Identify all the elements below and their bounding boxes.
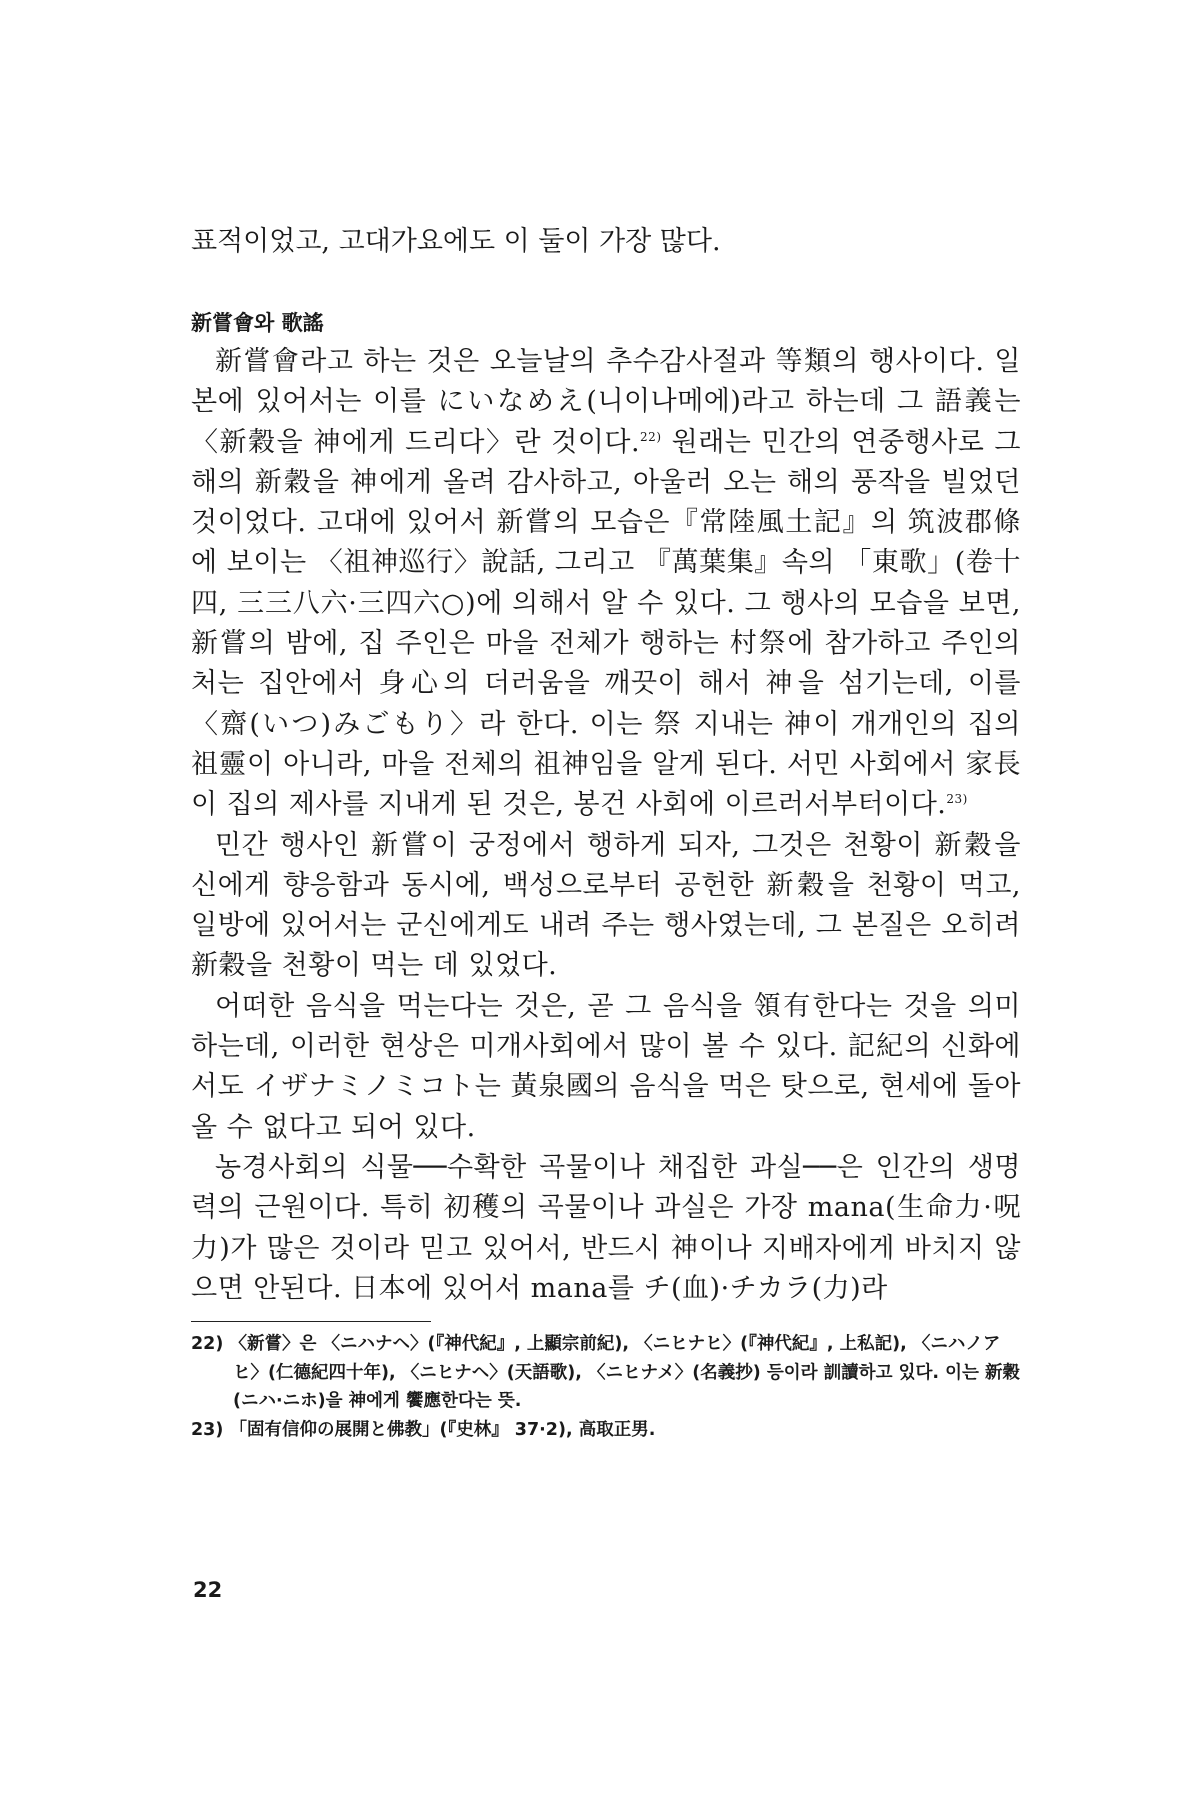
footnote-divider — [191, 1321, 431, 1322]
continued-line: 표적이었고, 고대가요에도 이 둘이 가장 많다. — [191, 226, 721, 257]
footnote-22: 22) 〈新嘗〉은 〈ニハナヘ〉(『神代紀』, 上顯宗前紀), 〈ニヒナヒ〉(『神代紀』, 上私記), 〈ニハノアヒ〉(仁德紀四十年), 〈ニヒナヘ〉(天語歌), 〈ニヒナメ〉(名義抄) 등이라 訓讀하고 있다. 이는 新穀(ニハ·ニホ)을 神에게 饗應한다는 뜻. — [191, 1334, 1021, 1412]
paragraph-3: 어떠한 음식을 먹는다는 것은, 곧 그 음식을 領有한다는 것을 의미하는데, 이러한 현상은 미개사회에서 많이 볼 수 있다. 記紀의 신화에서도 イザナミノミコト는 黃泉國의 음식을 먹은 탓으로, 현세에 돌아올 수 없다고 되어 있다. — [191, 990, 1021, 1143]
footnote-ref-22: 22) — [640, 429, 662, 444]
footnote-23: 23) 「固有信仰の展開と佛教」(『史林』 37·2), 高取正男. — [191, 1419, 656, 1440]
page-number: 22 — [193, 1578, 223, 1602]
section-heading: 新嘗會와 歌謠 — [191, 311, 324, 335]
footnote-ref-23: 23) — [946, 792, 968, 807]
paragraph-4: 농경사회의 식물──수확한 곡물이나 채집한 과실──은 인간의 생명력의 근원이다. 특히 初穫의 곡물이나 과실은 가장 mana(生命力·呪力)가 많은 것이라 믿고 있어서, 반드시 神이나 지배자에게 바치지 않으면 안된다. 日本에 있어서 mana를 チ(血)·チカラ(力)라 — [191, 1151, 1021, 1304]
paragraph-2: 민간 행사인 新嘗이 궁정에서 행하게 되자, 그것은 천황이 新穀을 신에게 향응함과 동시에, 백성으로부터 공헌한 新穀을 천황이 먹고, 일방에 있어서는 군신에게도 내려 주는 행사였는데, 그 본질은 오히려 新穀을 천황이 먹는 데 있었다. — [191, 829, 1021, 982]
paragraph-1-text-b: 원래는 민간의 연중행사로 그 해의 新穀을 神에게 올려 감사하고, 아울러 오는 해의 풍작을 빌었던 것이었다. 고대에 있어서 新嘗의 모습은『常陸風土記』의 筑波郡條에 보이는 〈祖神巡行〉說話, 그리고 『萬葉集』속의 「東歌」(卷十四, 三三八六·三四六○)에 의해서 알 수 있다. 그 행사의 모습을 보면, 新嘗의 밤에, 집 주인은 마을 전체가 행하는 村祭에 참가하고 주인의 처는 집안에서 身心의 더러움을 깨끗이 해서 神을 섬기는데, 이를 〈齋(いつ)みごもり〉라 한다. 이는 祭 지내는 神이 개개인의 집의 祖靈이 아니라, 마을 전체의 祖神임을 알게 된다. 서민 사회에서 家長이 집의 제사를 지내게 된 것은, 봉건 사회에 이르러서부터이다. — [191, 426, 1021, 821]
paragraph-1-text-a: 新嘗會라고 하는 것은 오늘날의 추수감사절과 等類의 행사이다. 일본에 있어서는 이를 にいなめえ(니이나메에)라고 하는데 그 語義는 〈新穀을 神에게 드리다〉란 것이다. — [191, 346, 1021, 458]
paragraph-1 — [191, 342, 1021, 826]
text-column — [191, 222, 1021, 1444]
